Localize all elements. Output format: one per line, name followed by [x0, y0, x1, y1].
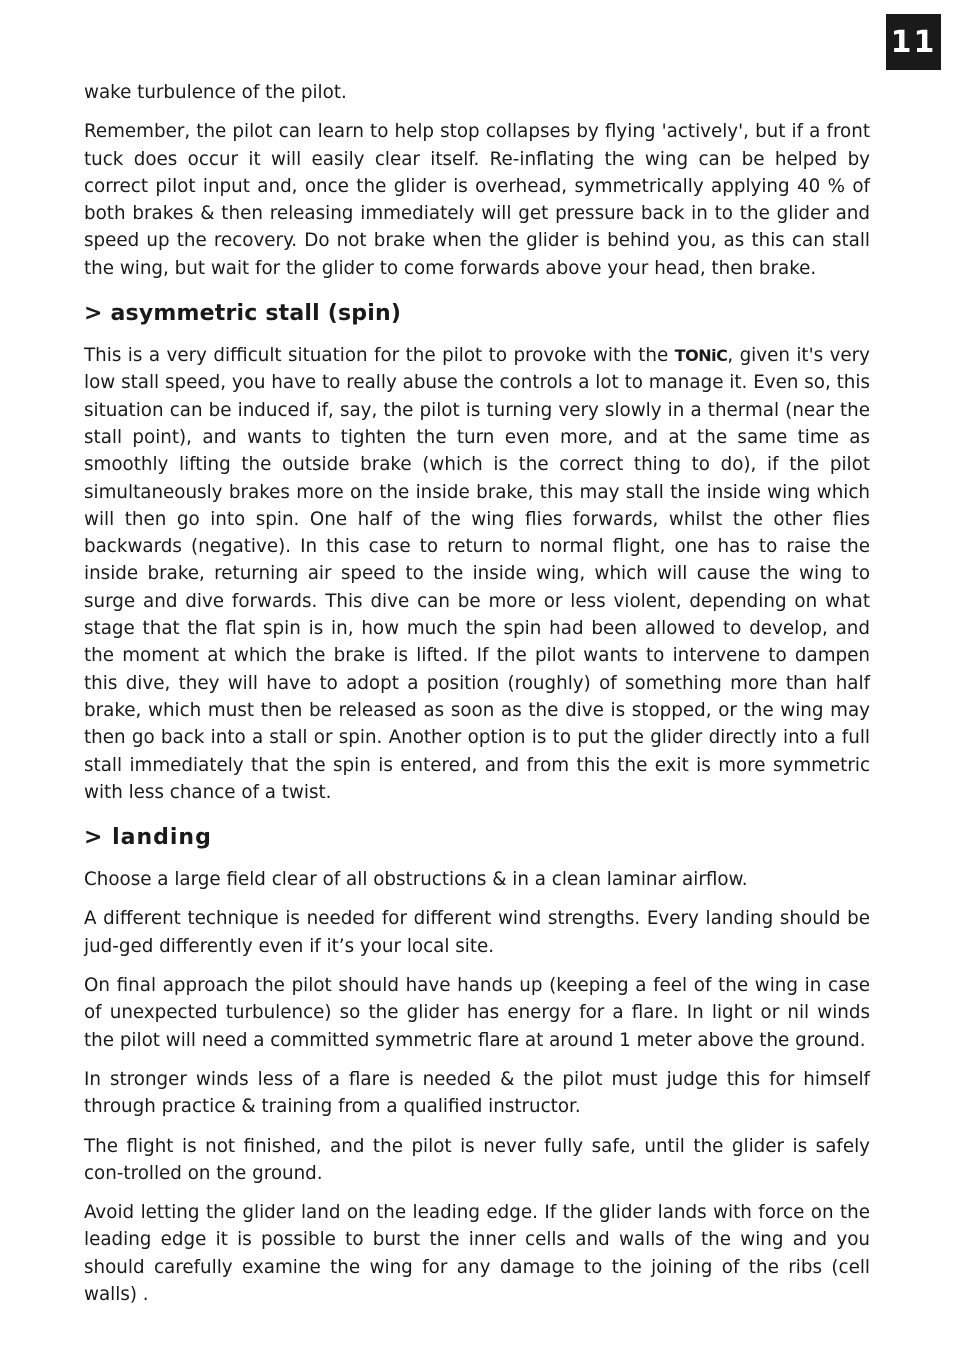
heading-asymmetric-stall: > asymmetric stall (spin) [84, 301, 402, 327]
spin-intro-before: This is a very difficult situation for the pilot to provoke with the [84, 345, 675, 367]
paragraph-landing-technique: A different technique is needed for different wind strengths. Every landing should be jud-ged differently even if it’s your local site. [84, 908, 870, 957]
paragraph-spin [84, 342, 870, 806]
brand-logo-tonic: TONiC [674, 346, 728, 366]
paragraph-leading-edge: Avoid letting the glider land on the leading edge. If the glider lands with force on the leading edge it is possible to burst the inner cells and walls of the wing and you should carefully examine the wing for any damage to the joining of the ribs (cell walls) . [84, 1202, 870, 1305]
spin-intro-after: , given it's very low stall speed, you have to really abuse the controls a lot to manage it. Even so, this situation can be induced if, say, the pilot is turning very slowly in a thermal (near the stall point), and wants to tighten the turn even more, and at the same time as smoothly lifting the outside brake (which is the correct thing to do), if the pilot simultaneously brakes more on the inside brake, this may stall the inside wing which will then go into spin. One half of the wing flies forwards, whilst the other flies backwards (negative). In this case to return to normal flight, one has to raise the inside brake, returning air speed to the inside wing, which will cause the wing to surge and dive forwards. This dive can be more or less violent, depending on what stage that the flat spin is in, how much the spin had been allowed to develop, and the moment at which the brake is lifted. If the pilot wants to intervene to dampen this dive, they will have to adopt a position (roughly) of something more than half brake, which must then be released as soon as the dive is stopped, or the wing may then go back into a stall or spin. Another option is to put the glider directly into a full stall immediately that the spin is entered, and from this the exit is more symmetric with less chance of a twist. [84, 345, 870, 803]
page-content [84, 79, 870, 1320]
page-number: 11 [886, 14, 941, 70]
paragraph-landing-field: Choose a large field clear of all obstructions & in a clean laminar airflow. [84, 869, 748, 891]
paragraph-strong-winds: In stronger winds less of a flare is needed & the pilot must judge this for himself through practice & training from a qualified instructor. [84, 1068, 870, 1118]
heading-landing: > landing [84, 825, 212, 851]
paragraph-final-approach: On final approach the pilot should have hands up (keeping a feel of the wing in case of unexpected turbulence) so the glider has energy for a flare. In light or nil winds the pilot will need a committed symmetric flare at around 1 meter above the ground. [84, 975, 870, 1051]
paragraph-front-tuck: Remember, the pilot can learn to help stop collapses by flying 'actively', but if a front tuck does occur it will easily clear itself. Re-inflating the wing can be helped by correct pilot input and, once the glider is overhead, symmetrically applying 40 % of both brakes & then releasing immediately will get pressure back in to the glider and speed up the recovery. Do not brake when the glider is behind you, as this can stall the wing, but wait for the glider to come forwards above your head, then brake. [84, 121, 870, 279]
paragraph-flight-not-finished: The flight is not finished, and the pilot is never fully safe, until the glider is safely con-trolled on the ground. [84, 1135, 870, 1184]
paragraph-wake-turbulence: wake turbulence of the pilot. [84, 82, 347, 103]
